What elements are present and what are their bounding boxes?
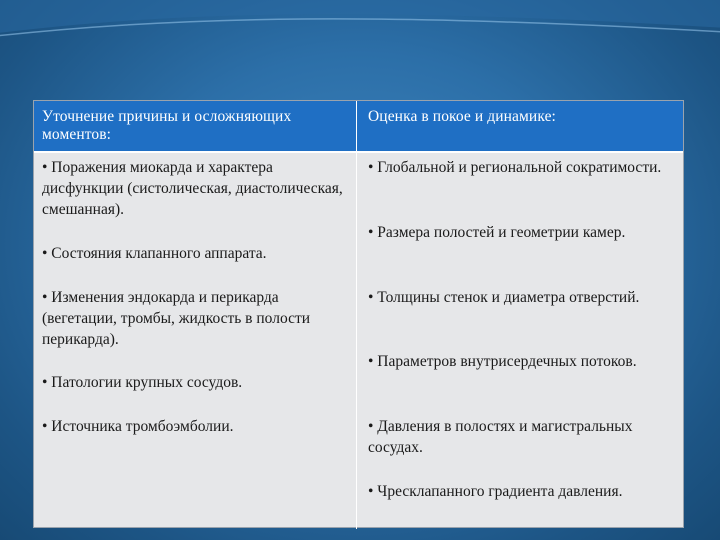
decorative-swoosh	[0, 0, 720, 70]
header-left: Уточнение причины и осложняющих моментов:	[34, 101, 357, 151]
right-column	[357, 153, 683, 529]
right-item: • Размера полостей и геометрии камер.	[368, 224, 626, 241]
left-column	[34, 153, 357, 529]
left-item: • Состояния клапанного аппарата.	[42, 245, 267, 262]
table-body-row	[34, 151, 683, 529]
right-item: • Глобальной и региональной сократимости.	[368, 159, 662, 176]
left-item: • Патологии крупных сосудов.	[42, 374, 243, 391]
right-item: • Параметров внутрисердечных потоков.	[368, 353, 637, 370]
left-item: • Поражения миокарда и характера дисфункции (систолическая, диастолическая, смешанная).	[42, 159, 343, 218]
left-item: • Изменения эндокарда и перикарда (вегетации, тромбы, жидкость в полости перикарда).	[42, 289, 311, 348]
header-right: Оценка в покое и динамике:	[357, 101, 683, 151]
right-item: • Толщины стенок и диаметра отверстий.	[368, 289, 640, 306]
comparison-table	[33, 100, 684, 528]
right-item: • Чресклапанного градиента давления.	[368, 483, 623, 500]
left-item: • Источника тромбоэмболии.	[42, 418, 234, 435]
right-item: • Давления в полостях и магистральных сосудах.	[368, 418, 633, 456]
table-header-row	[34, 101, 683, 151]
